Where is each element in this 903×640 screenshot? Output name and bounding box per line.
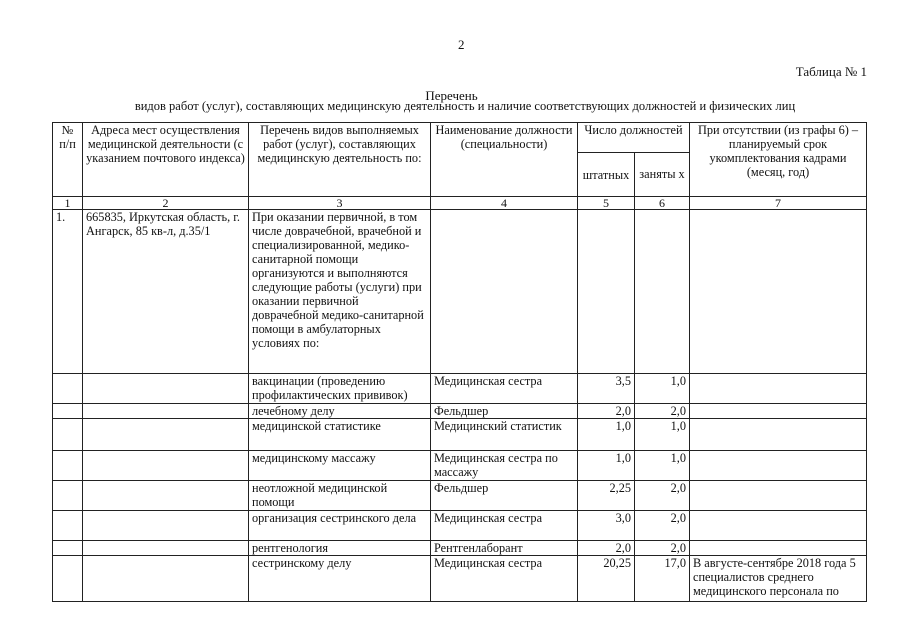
col-number: 3 <box>249 197 431 210</box>
position-cell: Медицинская сестра <box>431 374 578 404</box>
occupied-cell: 17,0 <box>635 556 690 602</box>
header-staff: штатных <box>578 153 635 197</box>
header-address: Адреса мест осуществления медицинской деятельности (с указанием почтового индекса) <box>83 123 249 197</box>
position-cell: Фельдшер <box>431 481 578 511</box>
header-position: Наименование должности (специальности) <box>431 123 578 197</box>
empty-cell <box>578 210 635 374</box>
service-cell: вакцинации (проведению профилактических прививок) <box>249 374 431 404</box>
row-number: 1. <box>53 210 83 374</box>
header-services: Перечень видов выполняемых работ (услуг), составляющих медицинскую деятельность по: <box>249 123 431 197</box>
header-positions-count: Число должностей <box>578 123 690 153</box>
staff-cell: 2,0 <box>578 404 635 419</box>
note-cell <box>690 481 867 511</box>
note-cell <box>690 419 867 451</box>
note-cell <box>690 374 867 404</box>
staff-cell: 2,0 <box>578 541 635 556</box>
staff-cell: 20,25 <box>578 556 635 602</box>
col-number: 7 <box>690 197 867 210</box>
position-cell: Рентгенлаборант <box>431 541 578 556</box>
note-cell <box>690 451 867 481</box>
position-cell: Медицинская сестра по массажу <box>431 451 578 481</box>
col-number: 6 <box>635 197 690 210</box>
col-number: 1 <box>53 197 83 210</box>
table-row <box>53 404 867 419</box>
address-cell: 665835, Иркутская область, г. Ангарск, 85 кв-л, д.35/1 <box>83 210 249 374</box>
table-label: Таблица № 1 <box>795 64 867 79</box>
note-cell <box>690 511 867 541</box>
staff-cell: 1,0 <box>578 419 635 451</box>
empty-cell <box>690 210 867 374</box>
position-cell: Фельдшер <box>431 404 578 419</box>
service-cell: медицинскому массажу <box>249 451 431 481</box>
position-cell: Медицинская сестра <box>431 556 578 602</box>
header-occupied: заняты х <box>635 153 690 197</box>
occupied-cell: 2,0 <box>635 404 690 419</box>
occupied-cell: 1,0 <box>635 419 690 451</box>
occupied-cell: 2,0 <box>635 541 690 556</box>
document-subtitle: видов работ (услуг), составляющих медицинскую деятельность и наличие соответствующих должностей и физических лиц <box>134 99 796 113</box>
staff-cell: 1,0 <box>578 451 635 481</box>
occupied-cell: 2,0 <box>635 481 690 511</box>
table-row <box>53 541 867 556</box>
page-number: 2 <box>458 37 465 52</box>
service-cell: лечебному делу <box>249 404 431 419</box>
position-cell: Медицинская сестра <box>431 511 578 541</box>
table-row <box>53 419 867 451</box>
empty-cell <box>635 210 690 374</box>
occupied-cell: 1,0 <box>635 374 690 404</box>
table-row <box>53 511 867 541</box>
table-row <box>53 556 867 602</box>
service-cell: медицинской статистике <box>249 419 431 451</box>
note-cell: В августе-сентябре 2018 года 5 специалистов среднего медицинского персонала по <box>690 556 867 602</box>
note-cell <box>690 541 867 556</box>
table-row <box>53 451 867 481</box>
col-number: 2 <box>83 197 249 210</box>
column-number-row <box>53 197 867 210</box>
table-row <box>53 210 867 374</box>
document-title: Перечень <box>425 88 478 103</box>
occupied-cell: 2,0 <box>635 511 690 541</box>
table-row <box>53 481 867 511</box>
note-cell <box>690 404 867 419</box>
header-planned-date: При отсутствии (из графы 6) – планируемый срок укомплектования кадрами (месяц, год) <box>690 123 867 197</box>
service-cell: неотложной медицинской помощи <box>249 481 431 511</box>
col-number: 5 <box>578 197 635 210</box>
staff-cell: 2,25 <box>578 481 635 511</box>
services-table <box>52 122 867 602</box>
staff-cell: 3,0 <box>578 511 635 541</box>
staff-cell: 3,5 <box>578 374 635 404</box>
service-cell: рентгенология <box>249 541 431 556</box>
empty-cell <box>431 210 578 374</box>
position-cell: Медицинский статистик <box>431 419 578 451</box>
service-cell: сестринскому делу <box>249 556 431 602</box>
col-number: 4 <box>431 197 578 210</box>
table-row <box>53 374 867 404</box>
occupied-cell: 1,0 <box>635 451 690 481</box>
header-num: № п/п <box>53 123 83 197</box>
services-intro-cell: При оказании первичной, в том числе доврачебной, врачебной и специализированной, медико-санитарной помощи организуются и выполняются следующие работы (услуги) при оказании первичной доврачебной медико-санитарной помощи в амбулаторных условиях по: <box>249 210 431 374</box>
service-cell: организация сестринского дела <box>249 511 431 541</box>
